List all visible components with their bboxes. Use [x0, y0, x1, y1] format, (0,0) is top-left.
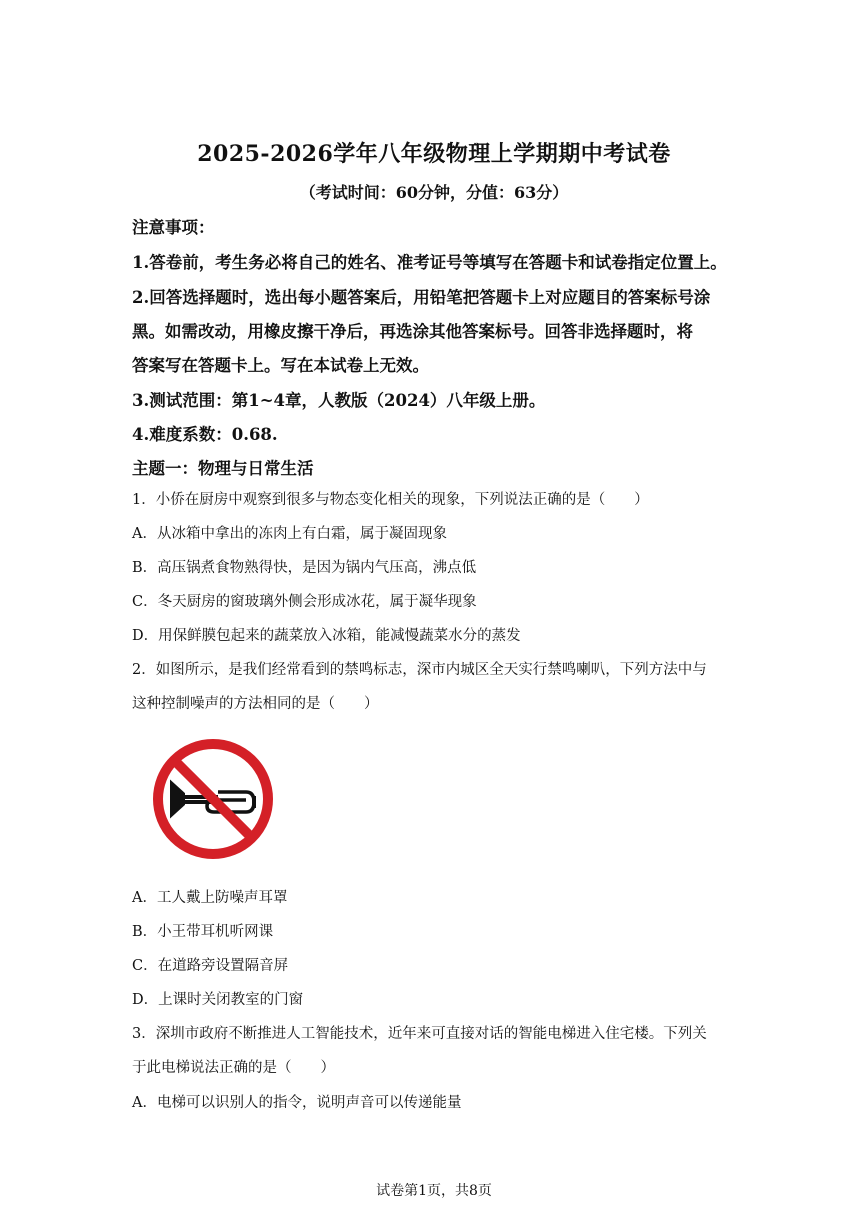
page-title: 2025-2026学年八年级物理上学期期中考试卷: [197, 141, 671, 167]
question-3-stem-line-2: 于此电梯说法正确的是（ ）: [132, 1060, 335, 1076]
question-1-option-d: D．用保鲜膜包起来的蔬菜放入冰箱，能减慢蔬菜水分的蒸发: [132, 628, 521, 644]
question-2-stem-line-2: 这种控制噪声的方法相同的是（ ）: [132, 696, 379, 712]
question-2-option-d: D．上课时关闭教室的门窗: [132, 992, 304, 1008]
question-2-stem-line-1: 2．如图所示，是我们经常看到的禁鸣标志，深市内城区全天实行禁鸣喇叭，下列方法中与: [132, 662, 707, 678]
notice-item-2-line-3: 答案写在答题卡上。写在本试卷上无效。: [132, 356, 429, 375]
page-footer: 试卷第1页，共8页: [376, 1183, 492, 1199]
notice-item-4: 4.难度系数：0.68.: [132, 425, 278, 444]
question-1-stem: 1．小侨在厨房中观察到很多与物态变化相关的现象，下列说法正确的是（ ）: [132, 492, 649, 508]
question-3-option-a: A．电梯可以识别人的指令，说明声音可以传递能量: [132, 1095, 462, 1111]
notice-item-2-line-2: 黑。如需改动，用橡皮擦干净后，再选涂其他答案标号。回答非选择题时，将: [132, 322, 693, 341]
notice-heading: 注意事项：: [132, 218, 215, 237]
question-3-stem-line-1: 3．深圳市政府不断推进人工智能技术，近年来可直接对话的智能电梯进入住宅楼。下列关: [132, 1026, 707, 1042]
notice-item-3: 3.测试范围：第1~4章，人教版（2024）八年级上册。: [132, 391, 546, 410]
page-subtitle: （考试时间：60分钟，分值：63分）: [299, 183, 569, 202]
section-heading: 主题一：物理与日常生活: [132, 459, 314, 478]
question-1-option-c: C．冬天厨房的窗玻璃外侧会形成冰花，属于凝华现象: [132, 594, 477, 610]
notice-item-1: 1.答卷前，考生务必将自己的姓名、准考证号等填写在答题卡和试卷指定位置上。: [132, 253, 727, 272]
question-2-option-a: A．工人戴上防噪声耳罩: [132, 890, 288, 906]
question-2-option-b: B．小王带耳机听网课: [132, 924, 274, 940]
no-honking-sign-icon: [150, 736, 276, 862]
question-1-option-b: B．高压锅煮食物熟得快，是因为锅内气压高，沸点低: [132, 560, 477, 576]
question-1-option-a: A．从冰箱中拿出的冻肉上有白霜，属于凝固现象: [132, 526, 447, 542]
question-2-option-c: C．在道路旁设置隔音屏: [132, 958, 289, 974]
notice-item-2-line-1: 2.回答选择题时，选出每小题答案后，用铅笔把答题卡上对应题目的答案标号涂: [132, 288, 711, 307]
